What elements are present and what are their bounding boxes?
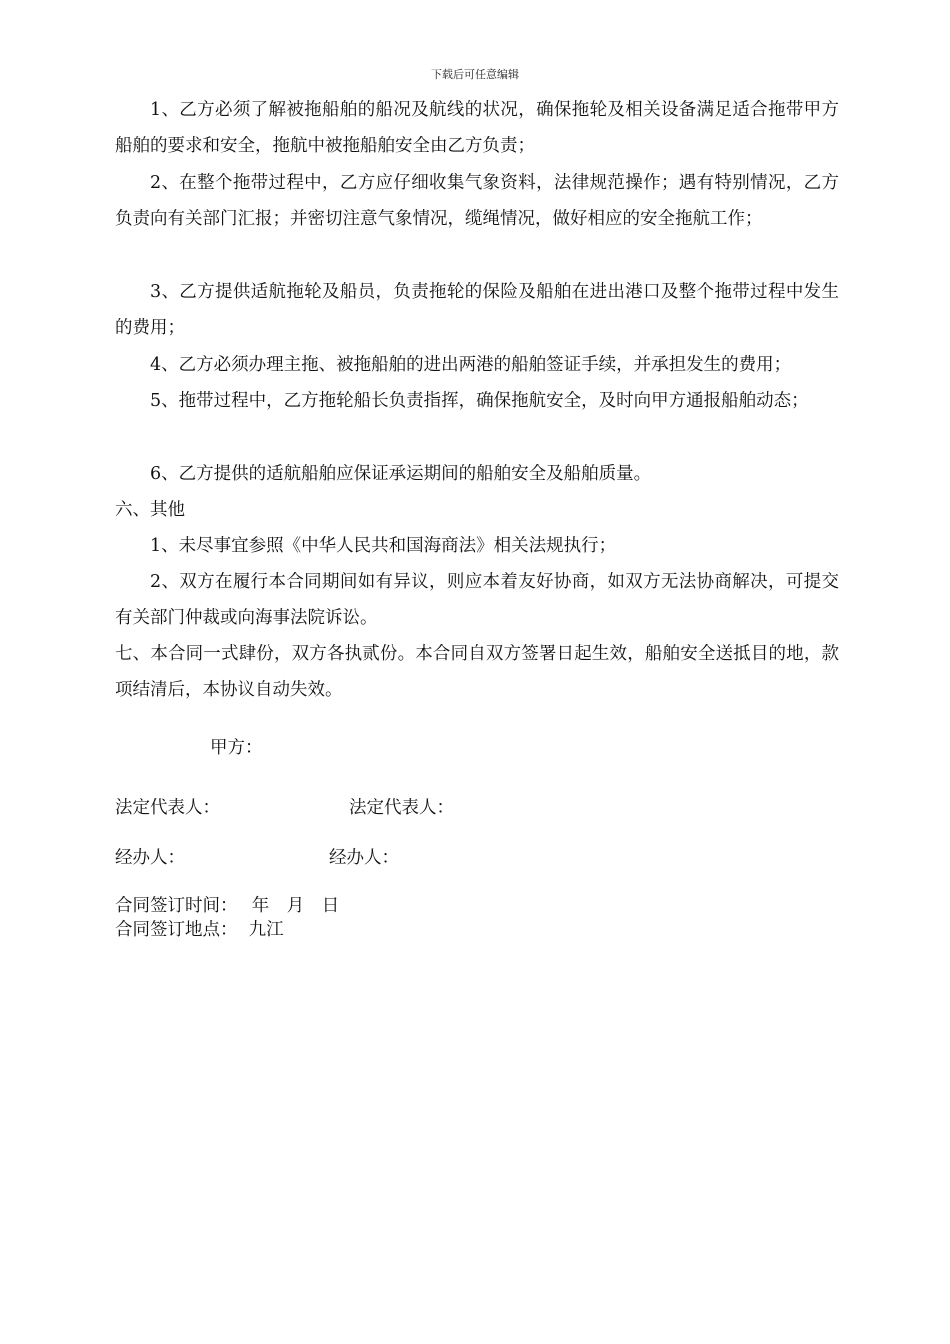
agent-label: 经办人： (329, 848, 399, 868)
section-title: 六、其他 (115, 500, 185, 520)
clause-paragraph: 2、在整个拖带过程中，乙方应仔细收集气象资料，法律规范操作；遇有特别情况，乙方负责向有关部门汇报；并密切注意气象情况，缆绳情况，做好相应的安全拖航工作； (115, 173, 839, 229)
clause-paragraph: 2、双方在履行本合同期间如有异议，则应本着友好协商，如双方无法协商解决，可提交有关部门仲裁或向海事法院诉讼。 (115, 572, 839, 628)
sign-date-label: 合同签订时间： 年 月 日 (115, 896, 340, 916)
section-paragraph: 七、本合同一式肆份，双方各执贰份。本合同自双方签署日起生效，船舶安全送抵目的地，款项结清后，本协议自动失效。 (115, 644, 839, 700)
agent-label: 经办人： (115, 848, 185, 868)
clause-paragraph: 3、乙方提供适航拖轮及船员，负责拖轮的保险及船舶在进出港口及整个拖带过程中发生的费用； (115, 282, 839, 338)
clause-paragraph: 5、拖带过程中，乙方拖轮船长负责指挥，确保拖航安全，及时向甲方通报船舶动态； (150, 391, 809, 411)
party-a-label: 甲方： (210, 738, 263, 758)
sign-place-label: 合同签订地点： 九江 (115, 920, 284, 940)
clause-paragraph: 6、乙方提供的适航船舶应保证承运期间的船舶安全及船舶质量。 (150, 464, 652, 484)
clause-paragraph: 1、未尽事宜参照《中华人民共和国海商法》相关法规执行； (150, 536, 617, 556)
clause-paragraph: 4、乙方必须办理主拖、被拖船舶的进出两港的船舶签证手续，并承担发生的费用； (150, 355, 792, 375)
clause-paragraph: 1、乙方必须了解被拖船舶的船况及航线的状况，确保拖轮及相关设备满足适合拖带甲方船舶的要求和安全，拖航中被拖船舶安全由乙方负责； (115, 100, 839, 156)
page-header: 下载后可任意编辑 (431, 68, 519, 81)
legal-rep-label: 法定代表人： (349, 798, 454, 818)
legal-rep-label: 法定代表人： (115, 798, 220, 818)
